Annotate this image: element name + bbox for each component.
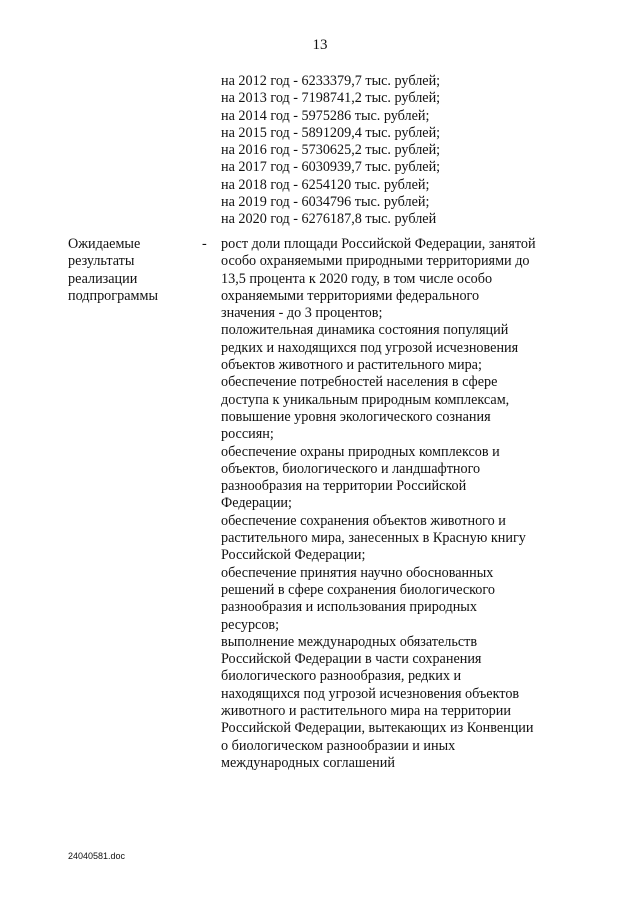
expected-results-text — [221, 236, 536, 772]
funding-line: на 2015 год - 5891209,4 тыс. рублей; — [221, 124, 441, 141]
result-line: разнообразия и использования природных — [221, 599, 477, 616]
funding-line: на 2016 год - 5730625,2 тыс. рублей; — [221, 142, 441, 159]
separator-dash: - — [202, 236, 207, 252]
result-line: обеспечение принятия научно обоснованных — [221, 564, 494, 581]
result-line: Федерации; — [221, 495, 292, 512]
result-line: редких и находящихся под угрозой исчезновения — [221, 339, 519, 356]
document-footer: 24040581.doc — [68, 851, 126, 861]
page-number: 13 — [312, 37, 328, 53]
result-line: особо охраняемыми природными территориями до — [221, 253, 530, 270]
result-line: обеспечение охраны природных комплексов и — [221, 443, 500, 460]
result-line: доступа к уникальным природным комплексам, — [221, 391, 510, 408]
result-line: Российской Федерации в части сохранения — [221, 651, 482, 668]
result-line: обеспечение сохранения объектов животного и — [221, 512, 506, 529]
result-line: Российской Федерации, вытекающих из Конвенции — [221, 720, 534, 737]
funding-line: на 2012 год - 6233379,7 тыс. рублей; — [221, 73, 441, 89]
result-line: животного и растительного мира на территории — [221, 703, 511, 720]
funding-list — [221, 73, 440, 229]
result-line: 13,5 процента к 2020 году, в том числе особо — [221, 270, 493, 287]
result-line: рост доли площади Российской Федерации, занятой — [221, 236, 536, 252]
funding-line: на 2017 год - 6030939,7 тыс. рублей; — [221, 159, 441, 176]
funding-line: на 2013 год - 7198741,2 тыс. рублей; — [221, 90, 441, 107]
result-line: обеспечение потребностей населения в сфере — [221, 374, 498, 391]
result-line: растительного мира, занесенных в Красную книгу — [221, 530, 526, 547]
expected-results-label — [68, 236, 158, 305]
result-line: ресурсов; — [221, 616, 280, 633]
funding-line: на 2020 год - 6276187,8 тыс. рублей — [221, 211, 437, 228]
label-line: результаты — [68, 253, 135, 270]
funding-line: на 2018 год - 6254120 тыс. рублей; — [221, 176, 430, 193]
result-line: решений в сфере сохранения биологического — [221, 581, 495, 598]
result-line: значения - до 3 процентов; — [221, 305, 383, 322]
result-line: положительная динамика состояния популяций — [221, 322, 509, 339]
label-line: Ожидаемые — [68, 236, 141, 252]
result-line: международных соглашений — [221, 754, 395, 771]
result-line: о биологическом разнообразии и иных — [221, 737, 456, 754]
result-line: выполнение международных обязательств — [221, 633, 478, 650]
funding-line: на 2019 год - 6034796 тыс. рублей; — [221, 194, 430, 211]
result-line: россиян; — [221, 426, 274, 443]
result-line: объектов, биологического и ландшафтного — [221, 460, 481, 477]
result-line: находящихся под угрозой исчезновения объектов — [221, 685, 520, 702]
result-line: разнообразия на территории Российской — [221, 478, 467, 495]
result-line: биологического разнообразия, редких и — [221, 668, 462, 685]
result-line: Российской Федерации; — [221, 547, 366, 564]
label-line: подпрограммы — [68, 287, 158, 304]
result-line: повышение уровня экологического сознания — [221, 408, 491, 425]
result-line: объектов животного и растительного мира; — [221, 357, 482, 374]
label-line: реализации — [68, 270, 138, 287]
result-line: охраняемыми территориями федерального — [221, 287, 480, 304]
funding-line: на 2014 год - 5975286 тыс. рублей; — [221, 107, 430, 124]
